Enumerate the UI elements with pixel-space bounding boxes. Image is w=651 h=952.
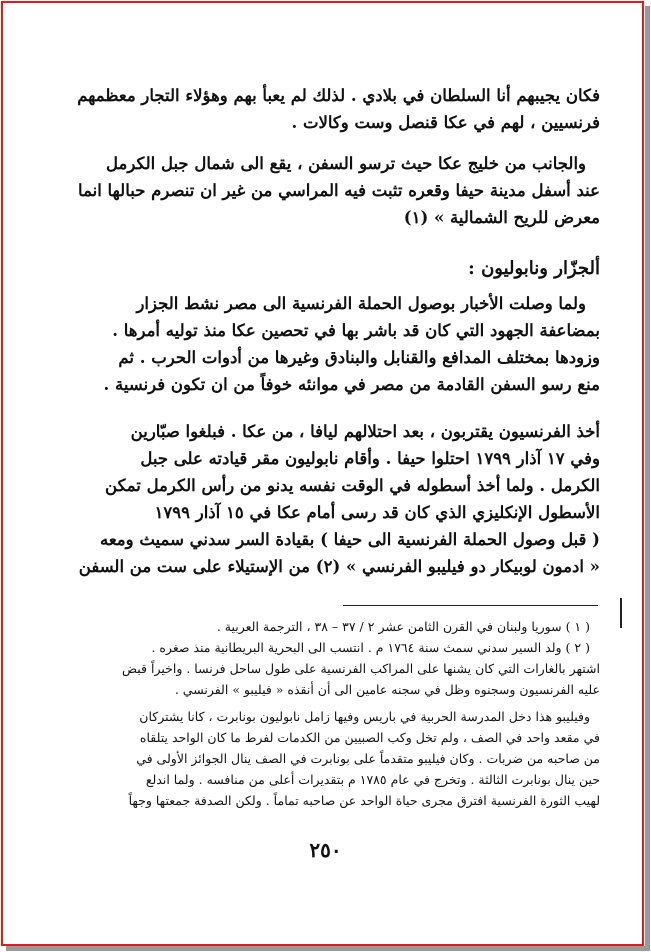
footnote-line: ( ٢ ) ولد السير سدني سمث سنة ١٧٦٤ م . انتسب الى البحرية البريطانية منذ صغره . <box>151 640 590 655</box>
paragraph-1 <box>70 82 600 136</box>
footnote-line: حين ينال بونابرت الثالثة . وتخرج في عام ١٧٨٥ م بتقديرات أعلى من منافسه . ولما اندلع <box>145 772 600 787</box>
footnote-line: من صاحبه من ضربات . وكان فيليبو متقدماً على بونابرت في الصف ينال الجوائز الأولى في <box>136 751 600 766</box>
text-line: ( قبل وصول الحملة الفرنسية الى حيفا ) بقيادة السر سدني سميث ومعه <box>100 530 600 549</box>
text-line: ولما وصلت الأخبار بوصول الحملة الفرنسية الى مصر نشط الجزار <box>136 294 586 313</box>
footnote-2 <box>70 637 600 700</box>
page-number: ٢٥٠ <box>309 838 342 862</box>
page-shadow-bottom <box>6 946 650 951</box>
text-line: عند أسفل مدينة حيفا وقعره تثبت فيه المراسي من غير ان تنصرم حبالها انما <box>78 181 600 200</box>
footnote-continuation <box>70 706 600 811</box>
text-line: فكان يجيبهم أنا السلطان في بلادي . لذلك لم يعبأ بهم وهؤلاء التجار معظمهم <box>77 86 600 105</box>
footnote-line: وفيليبو هذا دخل المدرسة الحربية في باريس وفيها زامل نابوليون بونابرت ، كانا يشتركان <box>139 709 590 724</box>
footnote-line: عليه الفرنسيون وسجنوه وظل في سجنه عامين الى أن أنقذه « فيليبو » الفرنسي . <box>174 682 600 697</box>
footnote-separator <box>343 605 598 606</box>
section-heading-text: ألجزّار ونابوليون : <box>468 258 600 279</box>
footnote-1 <box>70 616 600 637</box>
section-heading <box>300 255 600 283</box>
paragraph-2 <box>70 150 600 231</box>
margin-mark <box>620 598 622 628</box>
text-line: والجانب من خليج عكا حيث ترسو السفن ، يقع الى شمال جبل الكرمل <box>106 154 586 173</box>
footnote-line: ( ١ ) سوريا ولبنان في القرن الثامن عشر ٢ / ٣٧ – ٣٨ ، الترجمة العربية . <box>216 619 590 634</box>
footnote-line: لهيب الثورة الفرنسية افترق مجرى حياة الواحد عن صاحبه تماماً . ولكن الصدفة جمعتها وجهاً <box>128 793 600 808</box>
page-shadow-right <box>645 6 650 950</box>
text-line: معرض للريح الشمالية » (١) <box>403 208 600 227</box>
section-paragraph-1 <box>70 290 600 398</box>
section-paragraph-2 <box>70 418 600 580</box>
text-line: بمضاعفة الجهود التي كان قد باشر بها في تحصين عكا منذ توليه أمرها . <box>112 321 600 340</box>
footnote-line: في مقعد واحد في الصف ، ولم تخل وكب الصبيين من الكدمات لفرط ما كان الواحد يتلقاه <box>139 730 600 745</box>
text-line: أخذ الفرنسيون يقتربون ، بعد احتلالهم ليافا ، من عكا . فبلغوا صبّارين <box>130 422 600 441</box>
text-line: منع رسو السفن القادمة من مصر في موانئه خوفاً من ان تكون فرنسية . <box>103 375 600 394</box>
text-line: فرنسيين ، لهم في عكا قنصل وست وكالات . <box>291 113 600 132</box>
text-line: الكرمل . ولما أخذ أسطوله في الوقت نفسه يدنو من رأس الكرمل تمكن <box>105 476 600 495</box>
footnote-line: اشتهر بالغارات التي كان يشنها على المراكب الفرنسية على طول ساحل فرنسا . واخيراً قبض <box>121 661 600 676</box>
text-line: وزودها بمختلف المدافع والقنابل والبنادق وغيرها من أدوات الحرب . ثم <box>118 348 600 367</box>
text-line: الأسطول الإنكليزي الذي كان قد رسى أمام عكا في ١٥ آذار ١٧٩٩ <box>154 503 600 522</box>
text-line: وفي ١٧ آذار ١٧٩٩ احتلوا حيفا . وأقام نابوليون مقر قيادته على جبل <box>140 449 600 468</box>
text-line: « ادمون لوبيكار دو فيليبو الفرنسي » (٢) من الإستيلاء على ست من السفن <box>78 557 600 576</box>
